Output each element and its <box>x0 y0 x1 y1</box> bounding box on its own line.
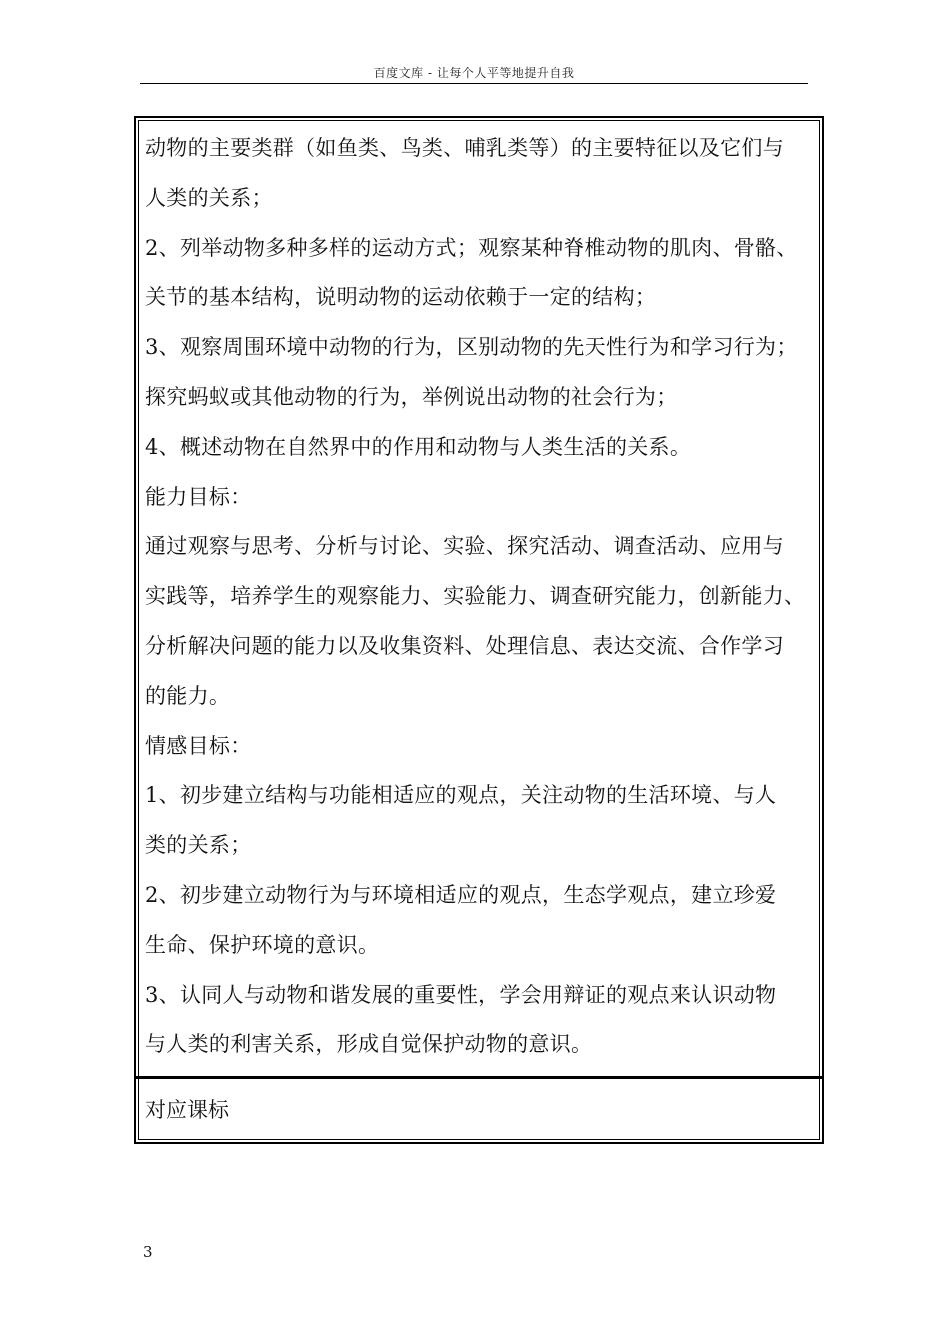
section-heading-emotion: 情感目标： <box>145 733 252 758</box>
text-line: 通过观察与思考、分析与讨论、实验、探究活动、调查活动、应用与 <box>145 534 784 559</box>
text-line: 探究蚂蚁或其他动物的行为，举例说出动物的社会行为； <box>145 384 678 409</box>
text-line: 3、观察周围环境中动物的行为，区别动物的先天性行为和学习行为； <box>145 335 798 360</box>
text-line: 人类的关系； <box>145 185 273 210</box>
text-line: 4、概述动物在自然界中的作用和动物与人类生活的关系。 <box>145 434 692 459</box>
header-rule <box>140 83 808 84</box>
text-line: 与人类的利害关系，形成自觉保护动物的意识。 <box>145 1032 593 1057</box>
page-number: 3 <box>143 1243 153 1261</box>
curriculum-standard-label: 对应课标 <box>145 1098 229 1122</box>
text-line: 2、列举动物多种多样的运动方式；观察某种脊椎动物的肌肉、骨骼、 <box>145 235 798 260</box>
objectives-cell <box>145 124 817 1070</box>
text-line: 的能力。 <box>145 683 231 708</box>
table-row-divider <box>136 1076 822 1079</box>
section-heading-ability: 能力目标： <box>145 484 252 509</box>
text-line: 关节的基本结构，说明动物的运动依赖于一定的结构； <box>145 285 657 310</box>
text-line: 生命、保护环境的意识。 <box>145 932 380 957</box>
text-line: 2、初步建立动物行为与环境相适应的观点，生态学观点，建立珍爱 <box>145 882 777 907</box>
text-line: 1、初步建立结构与功能相适应的观点，关注动物的生活环境、与人 <box>145 783 777 808</box>
text-line: 3、认同人与动物和谐发展的重要性，学会用辩证的观点来认识动物 <box>145 982 777 1007</box>
page-header: 百度文库 - 让每个人平等地提升自我 <box>373 66 575 80</box>
text-line: 分析解决问题的能力以及收集资料、处理信息、表达交流、合作学习 <box>145 633 784 658</box>
text-line: 类的关系； <box>145 833 252 858</box>
text-line: 动物的主要类群（如鱼类、鸟类、哺乳类等）的主要特征以及它们与 <box>145 136 784 160</box>
text-line: 实践等，培养学生的观察能力、实验能力、调查研究能力，创新能力、 <box>145 584 806 609</box>
